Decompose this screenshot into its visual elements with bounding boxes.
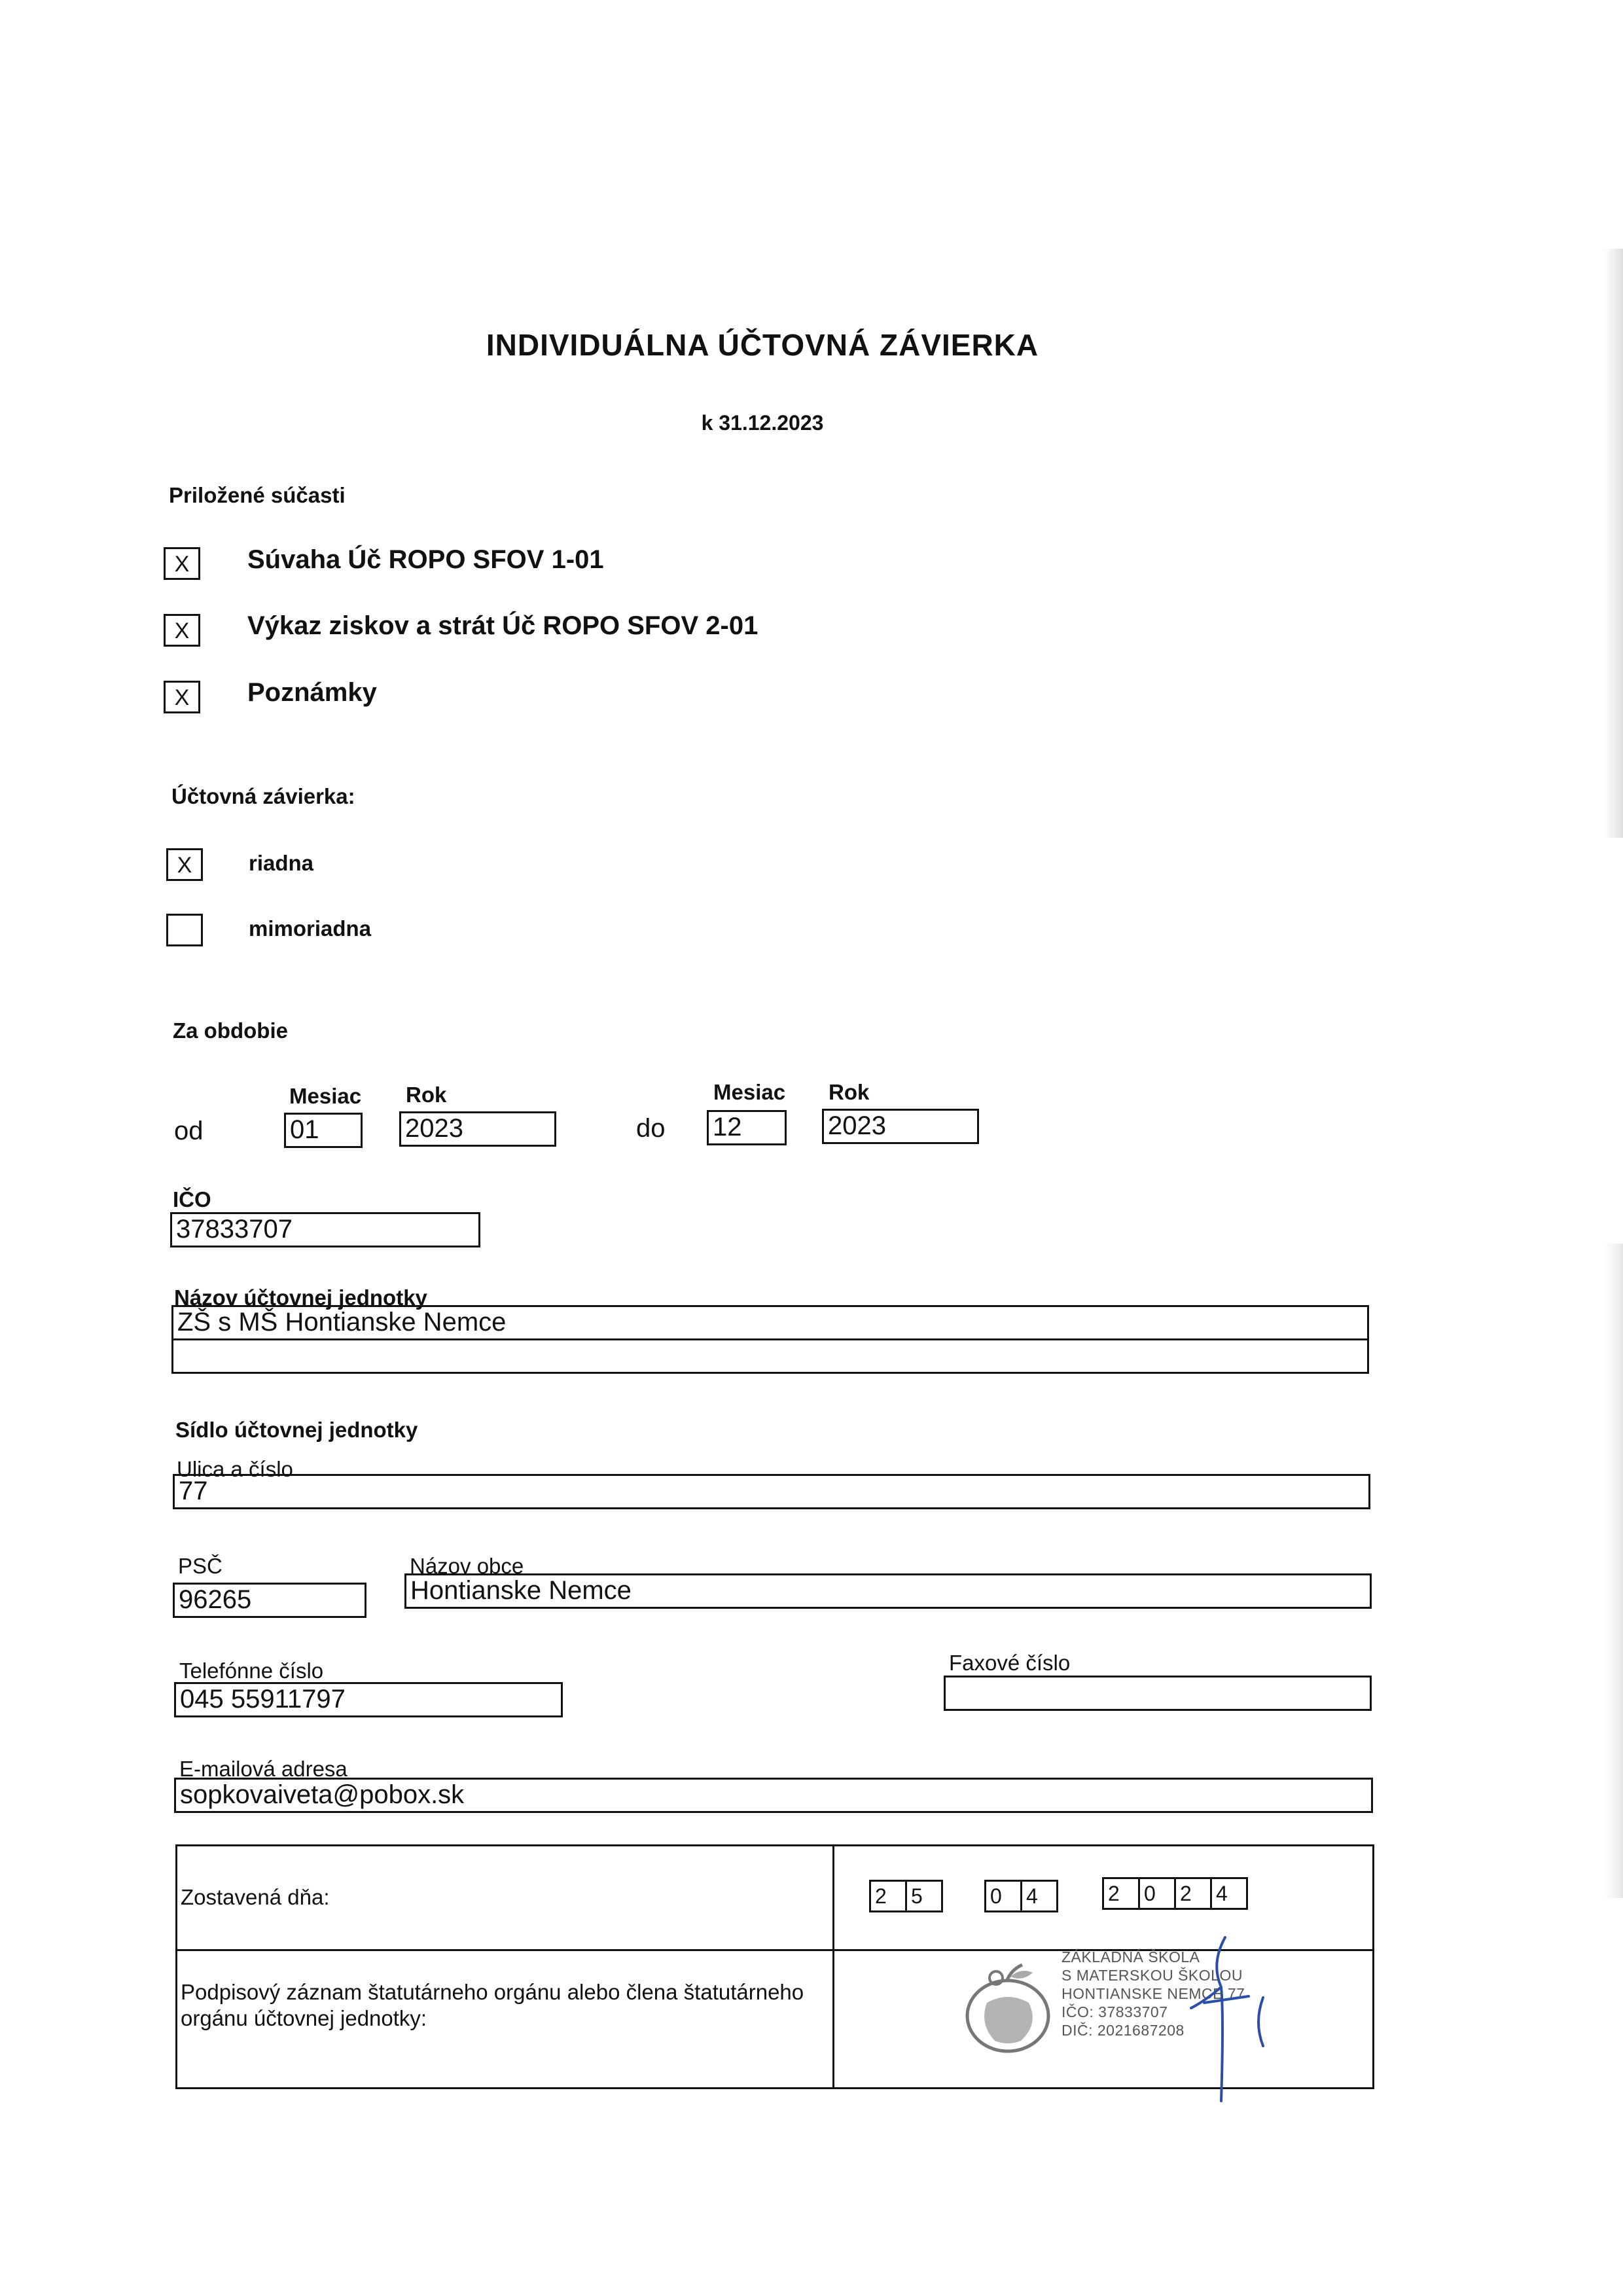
signature-label [181,1979,804,2032]
from-label: od [174,1117,204,1145]
city-field[interactable]: Hontianske Nemce [404,1573,1372,1609]
compiled-day-digit-1[interactable]: 2 [869,1880,907,1912]
checkbox-mimoriadna-label: mimoriadna [249,916,372,941]
closing-type-label: Účtovná závierka: [171,784,355,808]
stamp-line-1: ZÁKLADNÁ ŠKOLA [1061,1948,1200,1965]
from-year-field[interactable]: 2023 [399,1111,556,1147]
checkbox-suvaha[interactable]: X [164,547,200,580]
apple-logo-stamp [948,1950,1065,2062]
ico-label: IČO [173,1187,211,1211]
fax-label: Faxové číslo [949,1651,1071,1675]
compiled-year-digit-3[interactable]: 2 [1174,1877,1212,1910]
checkbox-suvaha-label: Súvaha Úč ROPO SFOV 1-01 [247,545,604,574]
stamp-line-2: S MATERSKOU ŠKOLOU [1061,1967,1243,1984]
stamp-line-5: DIČ: 2021687208 [1061,2022,1185,2039]
psc-field[interactable]: 96265 [173,1583,366,1618]
stamp-line-3: HONTIANSKE NEMCE 77 [1061,1985,1245,2002]
entity-name-line1[interactable]: ZŠ s MŠ Hontianske Nemce [171,1305,1369,1340]
compiled-month-digit-1[interactable]: 0 [984,1880,1022,1912]
fax-field[interactable] [944,1676,1372,1711]
checkbox-poznamky[interactable]: X [164,681,200,713]
handwritten-signature [1165,1924,1296,2121]
checkbox-riadna[interactable]: X [166,848,203,881]
scan-edge [1603,249,1623,838]
to-label: do [636,1114,666,1143]
ico-field[interactable]: 37833707 [170,1212,480,1247]
checkbox-mimoriadna[interactable] [166,914,203,946]
period-label: Za obdobie [173,1018,288,1043]
email-label: E-mailová adresa [179,1757,348,1781]
to-year-field[interactable]: 2023 [822,1109,979,1144]
document-date: k 31.12.2023 [701,411,824,435]
address-label: Sídlo účtovnej jednotky [175,1418,418,1442]
street-label: Ulica a číslo [177,1457,293,1481]
compiled-year-digit-4[interactable]: 4 [1210,1877,1248,1910]
from-year-label: Rok [406,1083,447,1107]
compiled-month-digit-2[interactable]: 4 [1020,1880,1058,1912]
phone-label: Telefónne číslo [179,1659,324,1683]
signature-label-line1: Podpisový záznam štatutárneho orgánu alebo člena štatutárneho [181,1980,804,2004]
scan-edge-lower [1603,1244,1623,1898]
attached-label: Priložené súčasti [169,483,346,507]
checkbox-riadna-label: riadna [249,851,314,875]
document-title: INDIVIDUÁLNA ÚČTOVNÁ ZÁVIERKA [486,328,1039,362]
compiled-label: Zostavená dňa: [181,1885,330,1909]
entity-name-line2[interactable] [171,1338,1369,1374]
checkbox-poznamky-label: Poznámky [247,678,377,707]
to-month-label: Mesiac [713,1080,786,1104]
checkbox-vykaz[interactable]: X [164,614,200,647]
checkbox-vykaz-label: Výkaz ziskov a strát Úč ROPO SFOV 2-01 [247,611,758,640]
compiled-year-digit-2[interactable]: 0 [1138,1877,1176,1910]
street-field[interactable]: 77 [173,1474,1370,1509]
city-label: Názov obce [410,1554,524,1578]
from-month-field[interactable]: 01 [284,1113,363,1148]
compiled-year-digit-1[interactable]: 2 [1102,1877,1140,1910]
compiled-day-digit-2[interactable]: 5 [905,1880,943,1912]
to-year-label: Rok [829,1080,870,1104]
phone-field[interactable]: 045 55911797 [174,1682,563,1717]
from-month-label: Mesiac [289,1084,362,1108]
table-vertical-divider [832,1844,834,2089]
to-month-field[interactable]: 12 [707,1110,787,1145]
psc-label: PSČ [178,1554,223,1578]
signature-label-line2: orgánu účtovnej jednotky: [181,2006,427,2030]
entity-name-label: Názov účtovnej jednotky [174,1285,427,1310]
stamp-line-4: IČO: 37833707 [1061,2003,1168,2020]
email-field[interactable]: sopkovaiveta@pobox.sk [174,1778,1373,1813]
